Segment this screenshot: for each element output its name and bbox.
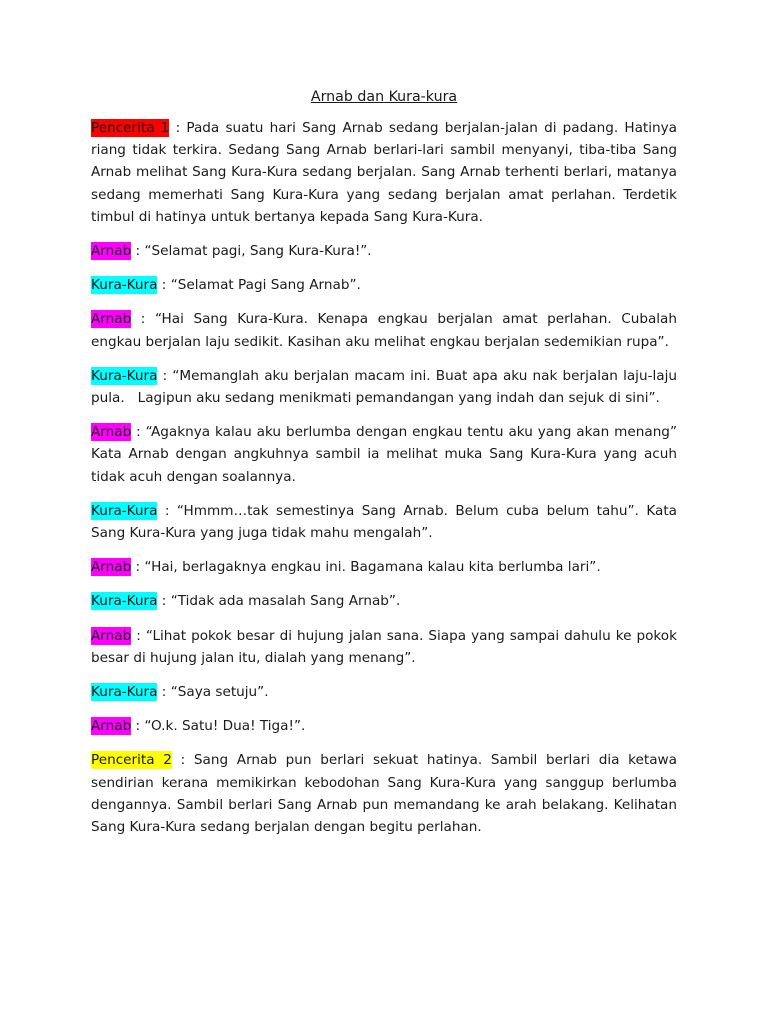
paragraph-text: “Saya setuju”. — [170, 684, 269, 701]
paragraph-arnab — [91, 240, 677, 262]
paragraph-text: “Agaknya kalau aku berlumba dengan engkau tentu aku yang akan menang” Kata Arnab dengan angkuhnya sambil ia melihat muka Sang Kura-Kura yang acuh tidak acuh dengan soalannya. — [91, 424, 677, 485]
speaker-label: Kura-Kura — [91, 502, 158, 519]
paragraph-text: “O.k. Satu! Dua! Tiga!”. — [144, 718, 306, 735]
paragraph-text: “Hai, berlagaknya engkau ini. Bagamana kalau kita berlumba lari”. — [144, 559, 601, 576]
paragraph-arnab — [91, 556, 677, 578]
speaker-label: Arnab — [91, 559, 132, 576]
separator: : — [131, 627, 146, 644]
separator: : — [157, 502, 177, 519]
paragraph-kura-kura — [91, 590, 677, 612]
paragraph-text: “Selamat Pagi Sang Arnab”. — [170, 277, 361, 294]
story-title: Arnab dan Kura-kura — [310, 89, 458, 105]
paragraph-narrator-1 — [91, 117, 677, 228]
speaker-label: Kura-Kura — [91, 277, 158, 294]
speaker-label: Pencerita 2 — [91, 752, 172, 769]
paragraph-kura-kura — [91, 274, 677, 296]
paragraph-text: “Selamat pagi, Sang Kura-Kura!”. — [144, 243, 372, 260]
paragraph-arnab — [91, 421, 677, 488]
separator: : — [171, 752, 194, 769]
paragraph-text: “Memanglah aku berjalan macam ini. Buat apa aku nak berjalan laju-laju pula. Lagipun aku sedang menikmati pemandangan yang indah dan sejuk di sini”. — [91, 367, 682, 407]
speaker-label: Arnab — [91, 424, 132, 441]
paragraph-arnab — [91, 715, 677, 737]
separator: : — [169, 120, 187, 136]
separator: : — [157, 593, 171, 610]
paragraph-text: Pada suatu hari Sang Arnab sedang berjalan-jalan di padang. Hatinya riang tidak terkira. Sedang Sang Arnab berlari-lari sambil menyanyi, tiba-tiba Sang Arnab melihat Sang Kura-Kura sedang berjalan. Sang Arnab terhenti berlari, matanya sedang memerhati Sang Kura-Kura yang sedang berjalan amat perlahan. Terdetik timbul di hatinya untuk bertanya kepada Sang Kura-Kura. — [91, 120, 678, 225]
paragraph-text: “Hmmm…tak semestinya Sang Arnab. Belum cuba belum tahu”. Kata Sang Kura-Kura yang juga tidak mahu mengalah”. — [91, 502, 677, 542]
separator: : — [157, 277, 171, 294]
paragraph-text: “Lihat pokok besar di hujung jalan sana. Siapa yang sampai dahulu ke pokok besar di hujung jalan itu, dialah yang menang”. — [91, 627, 677, 666]
paragraph-text: Sang Arnab pun berlari sekuat hatinya. Sambil berlari dia ketawa sendirian kerana memikirkan kebodohan Sang Kura-Kura yang sanggup berlumba dengannya. Sambil berlari Sang Arnab pun memandang ke arah belakang. Kelihatan Sang Kura-Kura sedang berjalan dengan begitu perlahan. — [91, 752, 677, 836]
speaker-label: Arnab — [91, 311, 132, 328]
paragraph-text: “Hai Sang Kura-Kura. Kenapa engkau berjalan amat perlahan. Cubalah engkau berjalan laju sedikit. Kasihan aku melihat engkau berjalan sedemikian rupa”. — [91, 311, 677, 350]
speaker-label: Arnab — [91, 718, 132, 735]
paragraph-arnab — [91, 625, 677, 669]
speaker-label: Kura-Kura — [91, 367, 158, 384]
separator: : — [131, 718, 145, 735]
document-page — [91, 86, 682, 850]
speaker-label: Kura-Kura — [91, 684, 158, 701]
paragraph-narrator-2 — [91, 749, 677, 838]
separator: : — [157, 684, 171, 701]
speaker-label: Kura-Kura — [91, 593, 158, 610]
speaker-label: Arnab — [91, 627, 132, 644]
separator: : — [131, 559, 145, 576]
speaker-label: Arnab — [91, 243, 132, 260]
paragraph-text: “Tidak ada masalah Sang Arnab”. — [170, 593, 401, 610]
paragraph-kura-kura — [91, 500, 677, 544]
separator: : — [131, 311, 155, 328]
paragraph-kura-kura — [91, 365, 682, 409]
paragraph-arnab — [91, 308, 677, 352]
separator: : — [157, 367, 173, 384]
speaker-label: Pencerita 1 — [91, 120, 170, 136]
separator: : — [131, 243, 145, 260]
separator: : — [131, 424, 146, 441]
paragraph-kura-kura — [91, 681, 677, 703]
